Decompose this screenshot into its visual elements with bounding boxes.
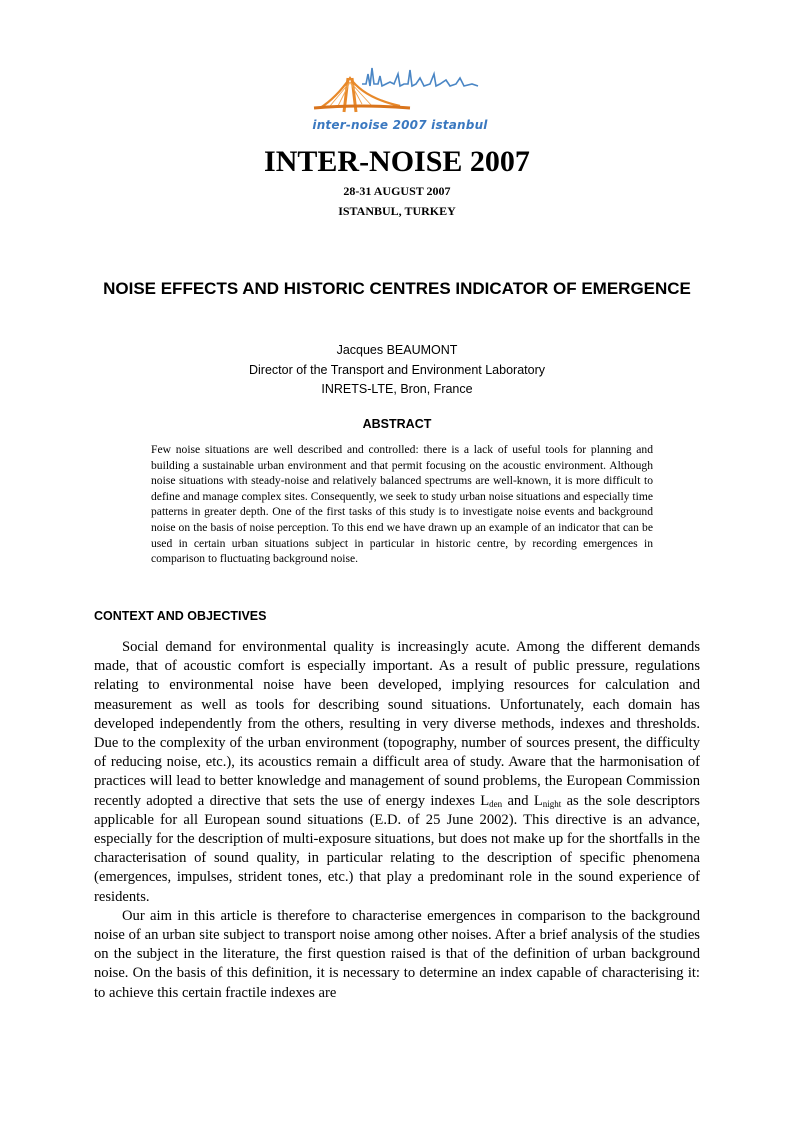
lden-subscript: den [489,798,503,809]
bridge-logo-icon [300,62,500,122]
abstract-heading: ABSTRACT [362,417,432,431]
conference-place: ISTANBUL, TURKEY [338,204,456,218]
paragraph-2: Our aim in this article is therefore to characterise emergences in comparison to the background noise of an urban site subject to transport noise among other noises. After a brief analysis of the studies on the subject in the literature, the first question raised is that of the definition of urban background noise. On the basis of this definition, it is necessary to determine an index capable of characterising it: to achieve this certain fractile indexes are [94,907,700,1001]
conference-logo [300,62,500,140]
abstract-text: Few noise situations are well described and controlled: there is a lack of useful tools for planning and building a sustainable urban environment and that permit focusing on the acoustic environment. Although noise situations with steady-noise and relatively balanced spectrums are well-known, it is more difficult to define and manage complex sites. Consequently, we seek to study urban noise situations and especially time patterns in greater depth. One of the first tasks of this study is to investigate noise events and background noise on the basis of noise perception. To this end we have drawn up an example of an indicator that can be used in certain urban situations subject in particular in historic centre, by recording emergences in comparison to fluctuating background noise. [151,443,653,566]
paragraph-1-part-2: and L [502,792,543,809]
paragraph-1-part-1: Social demand for environmental quality is increasingly acute. Among the different demands made, that of acoustic comfort is especially important. As a result of public pressure, regulations relating to environmental noise have been developed, implying resources for calculation and measurement as well as tools for describing sound situations. Unfortunately, each domain has developed independently from the others, resulting in very diverse methods, indexes and thresholds. Due to the complexity of the urban environment (topography, number of sources present, the difficulty of reducing noise, etc.), its acoustics remain a difficult area of study. Aware that the harmonisation of practices will lead to better knowledge and management of sound problems, the European Commission recently adopted a directive that sets the use of energy indexes L [94,639,700,809]
paragraph-1-part-3: as the sole descriptors applicable for all European sound situations (E.D. of 25 June 2002). This directive is an advance, especially for the description of multi-exposure situations, but does not make up for the shortfalls in the characterisation of sound quality, in particular relating to the description of specific phenomena (emergences, impulses, strident tones, etc.) that play a predominant role in the sound experience of residents. [94,792,700,905]
logo-caption: inter-noise 2007 istanbul [312,118,488,132]
author-affiliation: INRETS-LTE, Bron, France [321,382,473,396]
author-role: Director of the Transport and Environment Laboratory [249,363,545,377]
conference-title: INTER-NOISE 2007 [264,145,530,178]
conference-date: 28-31 AUGUST 2007 [343,184,451,198]
lnight-subscript: night [542,798,562,809]
paper-title: NOISE EFFECTS AND HISTORIC CENTRES INDICATOR OF EMERGENCE [103,279,691,298]
author-name: Jacques BEAUMONT [336,343,458,357]
body-text [94,638,700,1003]
section-heading: CONTEXT AND OBJECTIVES [94,609,267,623]
paragraph-1 [94,638,700,907]
